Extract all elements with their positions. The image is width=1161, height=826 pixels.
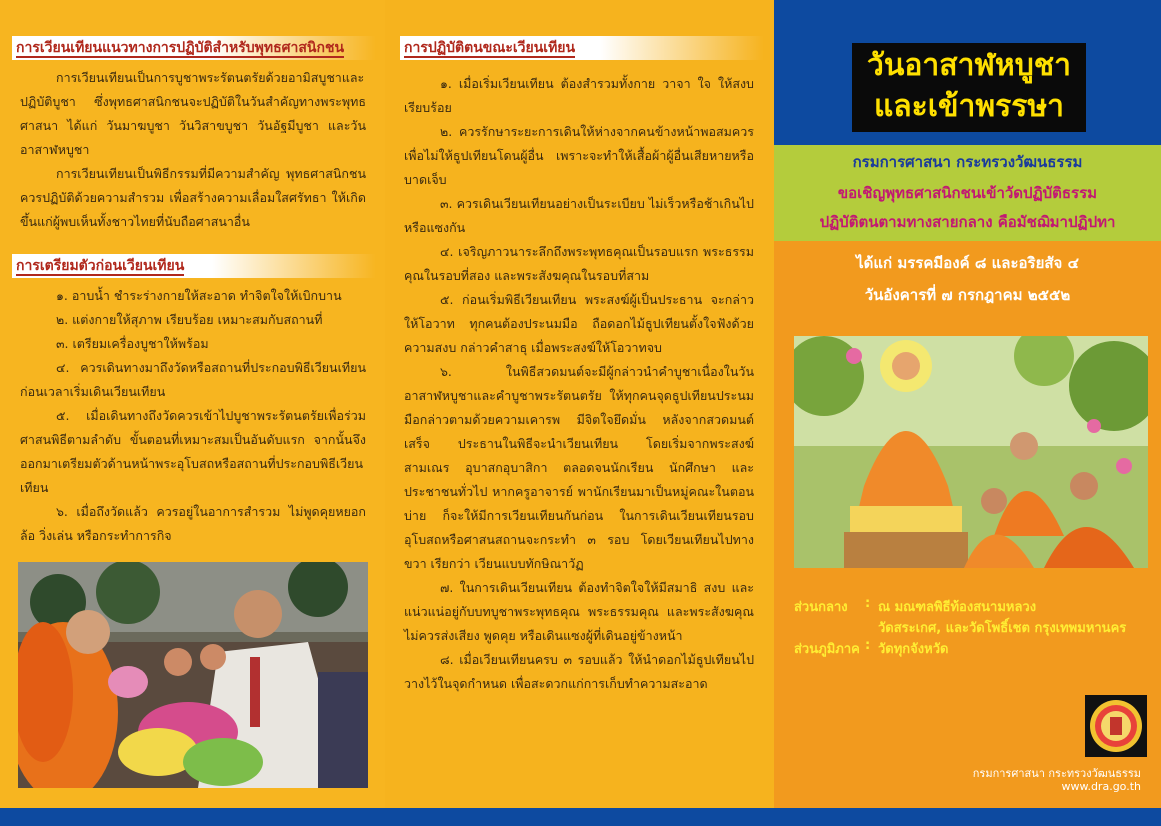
- list-item: ๓. ควรเดินเวียนเทียนอย่างเป็นระเบียบ ไม่เร็วหรือช้าเกินไป หรือแซงกัน: [404, 196, 754, 235]
- list-item: ๑. อาบน้ำ ชำระร่างกายให้สะอาด ทำจิตใจให้เบิกบาน: [56, 288, 342, 303]
- regional-separator: :: [865, 638, 871, 653]
- list-item: ๔. เจริญภาวนาระลึกถึงพระพุทธคุณเป็นรอบแรก พระธรรมคุณในรอบที่สอง และพระสังฆคุณในรอบที่สาม: [404, 244, 754, 283]
- central-separator: :: [865, 596, 871, 611]
- central-venue-2: วัดสระเกศ, และวัดโพธิ์เชต กรุงเทพมหานคร: [878, 621, 1127, 636]
- section-heading-candle-procession-guide: [12, 36, 376, 60]
- section-heading-conduct: [400, 36, 764, 60]
- list-item: ๘. เมื่อเวียนเทียนครบ ๓ รอบแล้ว ให้นำดอกไม้ธูปเทียนไปวางไว้ในจุดกำหนด เพื่อสะดวกแก่การเก็บทำความสะอาด: [404, 652, 754, 691]
- list-item: ๒. แต่งกายให้สุภาพ เรียบร้อย เหมาะสมกับสถานที่: [56, 312, 323, 327]
- invitation-line-1: ขอเชิญพุทธศาสนิกชนเข้าวัดปฏิบัติธรรม: [837, 184, 1098, 202]
- footer-organization: กรมการศาสนา กระทรวงวัฒนธรรม: [972, 767, 1141, 780]
- organization-name: กรมการศาสนา กระทรวงวัฒนธรรม: [852, 153, 1083, 171]
- footer-website: www.dra.go.th: [1061, 780, 1141, 793]
- list-item: ๖. เมื่อถึงวัดแล้ว ควรอยู่ในอาการสำรวม ไม่พูดคุยหยอกล้อ วิ่งเล่น หรือกระทำการกิจ: [20, 504, 366, 543]
- ceremony-photo: [18, 562, 368, 788]
- invitation-line-2: ปฏิบัติตนตามทางสายกลาง คือมัชฌิมาปฏิปทา: [819, 213, 1116, 231]
- preparation-list: [20, 284, 366, 548]
- regional-label: ส่วนภูมิภาค: [794, 642, 860, 657]
- buddha-painting: [794, 336, 1148, 568]
- list-item: ๗. ในการเดินเวียนเทียน ต้องทำจิตใจให้มีสมาธิ สงบ และแน่วแน่อยู่กับบทบูชาพระพุทธคุณ พระธรรมคุณ และพระสังฆคุณ ไม่ควรส่งเสียง พูดคุย หรือเดินแซงผู้ที่เดินอยู่ข้างหน้า: [404, 580, 754, 643]
- main-title: [852, 43, 1086, 132]
- list-item: ๕. ก่อนเริ่มพิธีเวียนเทียน พระสงฆ์ผู้เป็นประธาน จะกล่าวให้โอวาท ทุกคนต้องประนมมือ ถือดอกไม้ธูปเทียนตั้งใจฟังด้วยความสงบ กล่าวคำสาธุ เมื่อพระสงฆ์ให้โอวาทจบ: [404, 292, 754, 355]
- event-date: วันอังคารที่ ๗ กรกฎาคม ๒๕๕๒: [864, 286, 1071, 304]
- section-heading-text: การปฏิบัติตนขณะเวียนเทียน: [404, 40, 576, 56]
- list-item: ๑. เมื่อเริ่มเวียนเทียน ต้องสำรวมทั้งกาย วาจา ใจ ให้สงบเรียบร้อย: [404, 76, 754, 115]
- list-item: ๕. เมื่อเดินทางถึงวัดควรเข้าไปบูชาพระรัตนตรัยเพื่อร่วมศาสนพิธีตามลำดับ ขั้นตอนที่เหมาะสมเป็นอันดับแรก จากนั้นจึงออกมาเตรียมตัวด้านหน้าพระอุโบสถหรือสถานที่ประกอบพิธีเวียนเทียน: [20, 408, 366, 495]
- title-line-2: และเข้าพรรษา: [873, 89, 1065, 124]
- middle-path-line: ได้แก่ มรรคมีองค์ ๘ และอริยสัจ ๔: [856, 254, 1079, 272]
- paragraph: การเวียนเทียนเป็นพิธีกรรมที่มีความสำคัญ พุทธศาสนิกชนควรปฏิบัติด้วยความสำรวม เพื่อสร้างความเลื่อมใสศรัทธา ให้เกิดขึ้นแก่ผู้พบเห็นทั้งชาวไทยที่นับถือศาสนาอื่น: [20, 166, 366, 229]
- regional-venue: วัดทุกจังหวัด: [878, 642, 949, 657]
- list-item: ๔. ควรเดินทางมาถึงวัดหรือสถานที่ประกอบพิธีเวียนเทียนก่อนเวลาเริ่มเดินเวียนเทียน: [20, 360, 366, 399]
- section-heading-preparation: [12, 254, 376, 278]
- list-item: ๖. ในพิธีสวดมนต์จะมีผู้กล่าวนำคำบูชาเนื่องในวันอาสาฬหบูชาและคำบูชาพระรัตนตรัย ให้ทุกคนจุดธูปเทียนประนมมือกล่าวตามด้วยความเคารพ มีจิตใจยึดมั่น หลังจากสวดมนต์เสร็จ ประธานในพิธีจะนำเวียนเทียน โดยเริ่มจากพระสงฆ์ สามเณร อุบาสกอุบาสิกา ตลอดจนนักเรียน นักศึกษา และประชาชนทั่วไป หากครูอาจารย์ พานักเรียนมาเป็นหมู่คณะในตอนบ่าย ก็จะให้มีการเวียนเทียนกันก่อน ในการเดินเวียนเทียนรอบอุโบสถหรือศาสนสถานจะกระทำ ๓ รอบ โดยเวียนเทียนไปทางขวา เรียกว่า เวียนแบบทักษิณาวัฏ: [404, 364, 754, 571]
- bottom-blue-bar: [0, 808, 1161, 826]
- title-line-1: วันอาสาฬหบูชา: [867, 48, 1071, 83]
- list-item: ๓. เตรียมเครื่องบูชาให้พร้อม: [56, 336, 209, 351]
- central-label: ส่วนกลาง: [794, 600, 848, 615]
- section-intro-text: [20, 66, 366, 234]
- department-seal-logo: [1085, 695, 1147, 757]
- conduct-list: [404, 72, 754, 696]
- list-item: ๒. ควรรักษาระยะการเดินให้ห่างจากคนข้างหน้าพอสมควร เพื่อไม่ให้ธูปเทียนโดนผู้อื่น เพราะจะทำให้เสื้อผ้าผู้อื่นเสียหายหรือบาดเจ็บ: [404, 124, 754, 187]
- section-heading-text: การเวียนเทียนแนวทางการปฏิบัติสำหรับพุทธศาสนิกชน: [16, 40, 345, 56]
- paragraph: การเวียนเทียนเป็นการบูชาพระรัตนตรัยด้วยอามิสบูชาและปฏิบัติบูชา ซึ่งพุทธศาสนิกชนจะปฏิบัติในวันสำคัญทางพระพุทธศาสนา ได้แก่ วันมาฆบูชา วันวิสาขบูชา วันอัฐมีบูชา และวันอาสาฬหบูชา: [20, 70, 366, 157]
- section-heading-text: การเตรียมตัวก่อนเวียนเทียน: [16, 258, 185, 274]
- central-venue-1: ณ มณฑลพิธีท้องสนามหลวง: [878, 600, 1037, 615]
